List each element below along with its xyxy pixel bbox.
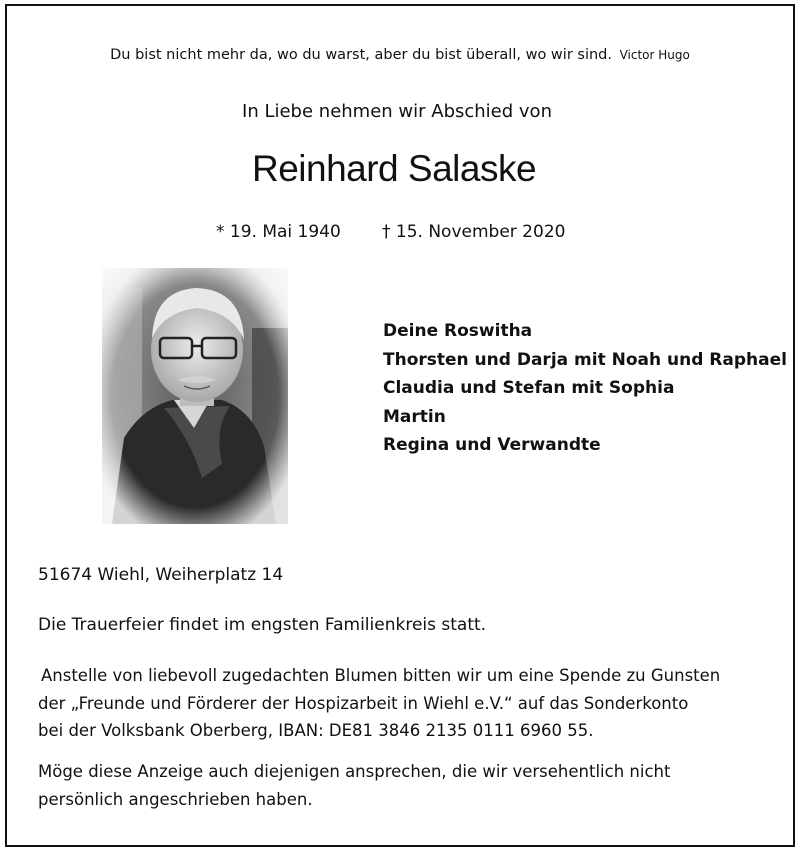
donation-line: Anstelle von liebevoll zugedachten Blumen bitten wir um eine Spende zu Gunsten <box>41 666 721 685</box>
quote-text: Du bist nicht mehr da, wo du warst, aber du bist überall, wo wir sind. <box>110 47 612 63</box>
mourner-line: Claudia und Stefan mit Sophia <box>383 378 675 398</box>
birth-date: * 19. Mai 1940 <box>216 222 341 242</box>
portrait-photo <box>102 268 288 524</box>
death-date: † 15. November 2020 <box>382 222 566 242</box>
mourner-line: Deine Roswitha <box>383 321 533 341</box>
mourners-list <box>383 317 787 460</box>
intro-line: In Liebe nehmen wir Abschied von <box>242 101 552 122</box>
family-address: 51674 Wiehl, Weiherplatz 14 <box>38 565 284 585</box>
closing-line: persönlich angeschrieben haben. <box>38 789 313 809</box>
donation-request <box>38 662 778 745</box>
mourner-line: Martin <box>383 406 446 427</box>
deceased-name: Reinhard Salaske <box>251 148 537 189</box>
closing-line: Möge diese Anzeige auch diejenigen ansprechen, die wir versehentlich nicht <box>38 762 671 781</box>
closing-note <box>38 758 778 813</box>
ceremony-note: Die Trauerfeier findet im engsten Familienkreis statt. <box>38 615 487 635</box>
donation-line: der „Freunde und Förderer der Hospizarbeit in Wiehl e.V.“ auf das Sonderkonto <box>38 693 689 713</box>
mourner-line: Regina und Verwandte <box>383 435 601 455</box>
quote-author: Victor Hugo <box>619 48 690 62</box>
mourner-line: Thorsten und Darja mit Noah und Raphael <box>383 349 787 370</box>
epigraph-quote <box>0 47 800 63</box>
donation-line: bei der Volksbank Oberberg, IBAN: DE81 3846 2135 0111 6960 55. <box>38 721 594 740</box>
